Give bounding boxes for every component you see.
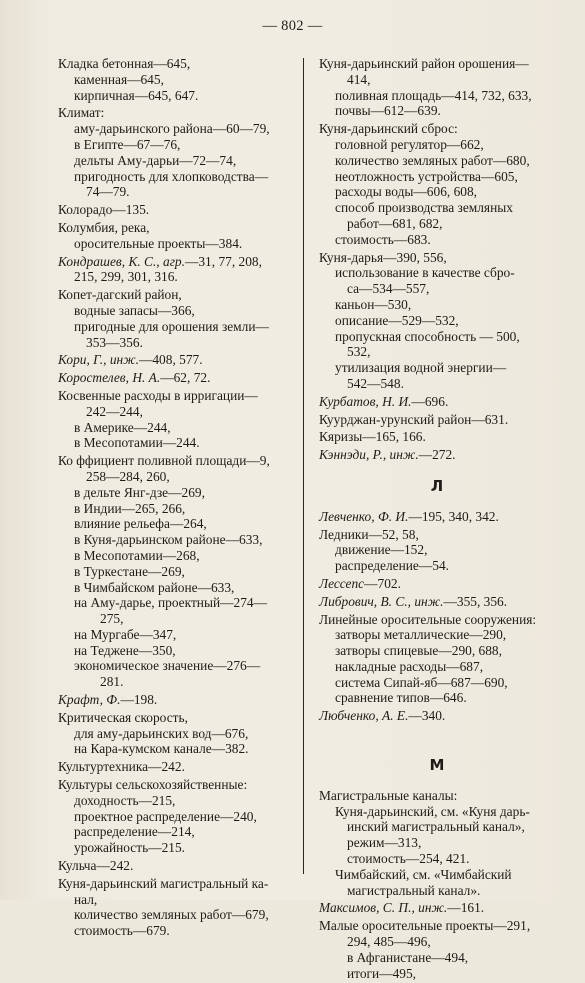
entry-heading: Куня-дарьинский район орошения— xyxy=(319,56,529,71)
entry-subline: в Туркестане—269, xyxy=(74,563,185,579)
author-name: Левченко, Ф. И. xyxy=(319,508,409,524)
entry-subline: нал, xyxy=(74,891,98,907)
entry-heading xyxy=(319,576,555,592)
right-column-l-entries xyxy=(319,509,555,724)
entry-subline: для аму-дарьинских вод—676, xyxy=(74,725,249,741)
index-entry xyxy=(58,287,294,350)
entry-subline: 275, xyxy=(100,611,124,627)
entry-subline: на Мургабе—347, xyxy=(74,626,177,642)
index-entry xyxy=(319,250,555,392)
entry-subline: в Чимбайском районе—633, xyxy=(74,579,235,595)
entry-heading: Культуры сельскохозяйственные: xyxy=(58,777,248,793)
index-entry xyxy=(58,388,294,451)
index-entry xyxy=(58,56,294,103)
entry-subline: движение—152, xyxy=(335,542,428,558)
entry-subline: стоимость—254, 421. xyxy=(347,851,470,867)
entry-heading: Куня-дарьинский магистральный ка- xyxy=(58,875,269,891)
index-entry xyxy=(58,453,294,690)
index-entry xyxy=(319,612,555,707)
entry-heading: Магистральные каналы: xyxy=(319,787,458,803)
entry-subline: в Месопотамии—244. xyxy=(74,435,200,451)
index-entry xyxy=(58,710,294,757)
index-entry xyxy=(58,876,294,939)
page-number: — 802 — xyxy=(262,18,323,34)
entry-heading: Малые оросительные проекты—291, xyxy=(319,918,531,934)
index-entry xyxy=(319,394,555,410)
index-entry xyxy=(58,202,294,218)
left-column xyxy=(58,56,294,941)
right-column xyxy=(319,56,555,983)
entry-subline: пропускная способность — 500, xyxy=(335,328,520,344)
index-entry xyxy=(319,509,555,525)
entry-subline: каньон—530, xyxy=(335,296,412,312)
index-entry xyxy=(319,576,555,592)
entry-heading: Копет-дагский район, xyxy=(58,287,182,303)
entry-subline: расходы воды—606, 608, xyxy=(335,184,478,200)
index-entry xyxy=(319,900,555,916)
entry-heading: Линейные оросительные сооружения: xyxy=(319,611,537,627)
entry-subline: дельты Аму-дарьи—72—74, xyxy=(74,152,237,168)
entry-heading xyxy=(58,370,294,386)
entry-heading xyxy=(319,394,555,410)
entry-heading xyxy=(58,352,294,368)
entry-heading: Ледники—52, 58, xyxy=(319,526,419,542)
page-refs: —195, 340, 342. xyxy=(408,508,499,524)
entry-subline: урожайность—215. xyxy=(74,840,186,856)
entry-subline: 294, 485—496, xyxy=(347,934,431,950)
entry-subline: стоимость—679. xyxy=(74,923,170,939)
page-refs: —696. xyxy=(411,393,449,409)
entry-heading xyxy=(319,708,555,724)
index-entry xyxy=(319,788,555,899)
entry-heading xyxy=(319,509,555,525)
entry-subline: работ—681, 682, xyxy=(347,215,443,231)
index-entry xyxy=(58,777,294,856)
entry-subline: описание—529—532, xyxy=(335,312,459,328)
entry-subline: итоги—495, xyxy=(347,965,417,981)
author-name: Кондрашев, К. С., агр. xyxy=(58,253,185,269)
entry-subline: 532, xyxy=(347,344,371,360)
author-name: Любченко, А. Е. xyxy=(319,708,409,724)
entry-heading: Критическая скорость, xyxy=(58,709,188,725)
entry-subline: аму-дарьинского района—60—79, xyxy=(74,121,270,137)
entry-subline: 281. xyxy=(100,674,124,690)
page-refs: —272. xyxy=(418,447,456,463)
author-name: Лессепс xyxy=(319,575,365,591)
entry-heading: Кяризы—165, 166. xyxy=(319,429,426,445)
entry-subline: экономическое значение—276— xyxy=(74,658,261,674)
entry-heading xyxy=(319,447,555,463)
page-refs: —340. xyxy=(408,708,446,724)
entry-heading: Ко ффициент поливной площади—9, xyxy=(58,453,270,469)
index-entry xyxy=(319,429,555,445)
entry-subline: проектное распределение—240, xyxy=(74,808,257,824)
entry-subline: 542—548. xyxy=(347,375,404,391)
entry-subline: влияние рельефа—264, xyxy=(74,516,207,532)
entry-heading: Культуртехника—242. xyxy=(58,759,185,775)
page-refs: —408, 577. xyxy=(138,352,203,368)
entry-heading: Колумбия, река, xyxy=(58,219,150,235)
entry-subline: в Америке—244, xyxy=(74,419,171,435)
index-entry xyxy=(319,594,555,610)
entry-subline: магистральный канал». xyxy=(347,882,481,898)
entry-subline: использование в качестве сбро- xyxy=(335,265,515,281)
entry-subline: доходность—215, xyxy=(74,792,176,808)
entry-subline: в Афганистане—494, xyxy=(347,949,469,965)
entry-subline: каменная—645, xyxy=(74,71,164,87)
entry-subline: пригодные для орошения земли— xyxy=(74,318,269,334)
author-name: Кэннэди, Р., инж. xyxy=(319,447,419,463)
entry-heading: Кладка бетонная—645, xyxy=(58,56,191,71)
index-entry xyxy=(58,254,294,286)
author-name: Коростелев, Н. А. xyxy=(58,370,161,386)
author-name: Крафт, Ф. xyxy=(58,692,121,708)
index-entry xyxy=(319,56,555,119)
entry-subline: 74—79. xyxy=(86,184,130,200)
entry-subline: 414, xyxy=(347,71,371,87)
entry-subline: стоимость—683. xyxy=(335,231,431,247)
entry-heading: Косвенные расходы в ирригации— xyxy=(58,387,258,403)
entry-heading: Климат: xyxy=(58,105,105,121)
entry-subline: способ производства земляных xyxy=(335,200,513,216)
entry-subline: на Кара-кумском канале—382. xyxy=(74,741,249,757)
entry-heading: Куня-дарьинский сброс: xyxy=(319,121,458,137)
index-entry xyxy=(58,370,294,386)
entry-heading: Куурджан-урунский район—631. xyxy=(319,411,509,427)
entry-heading xyxy=(58,692,294,708)
section-letter-l: Л xyxy=(430,476,444,495)
entry-subline: 215, 299, 301, 316. xyxy=(74,269,178,285)
entry-subline: режим—313, xyxy=(347,835,422,851)
index-entry xyxy=(319,412,555,428)
entry-subline: сравнение типов—646. xyxy=(335,690,467,706)
index-entry xyxy=(319,121,555,247)
right-column-m-entries xyxy=(319,788,555,982)
index-entry xyxy=(58,220,294,252)
entry-subline: 258—284, 260, xyxy=(86,468,170,484)
author-name: Максимов, С. П., инж. xyxy=(319,900,448,916)
entry-subline: распределение—214, xyxy=(74,824,195,840)
entry-heading: Колорадо—135. xyxy=(58,202,150,218)
index-entry xyxy=(58,858,294,874)
entry-heading xyxy=(58,254,294,270)
page-refs: —702. xyxy=(364,575,401,591)
entry-subline: пригодность для хлопководства— xyxy=(74,168,269,184)
author-name: Кори, Г., инж. xyxy=(58,352,139,368)
entry-subline: затворы спицевые—290, 688, xyxy=(335,643,502,659)
index-entry xyxy=(58,105,294,200)
entry-subline: поливная площадь—414, 732, 633, xyxy=(335,87,532,103)
right-column-k-entries xyxy=(319,56,555,463)
index-entry xyxy=(319,708,555,724)
entry-subline: распределение—54. xyxy=(335,558,449,574)
author-name: Курбатов, Н. И. xyxy=(319,393,412,409)
index-entry xyxy=(319,527,555,574)
entry-subline: в дельте Янг-дзе—269, xyxy=(74,484,205,500)
entry-subline: инский магистральный канал», xyxy=(347,819,525,835)
entry-heading: Куня-дарья—390, 556, xyxy=(319,249,447,265)
entry-subline: 353—356. xyxy=(86,334,143,350)
author-name: Либрович, В. С., инж. xyxy=(319,593,444,609)
index-entry xyxy=(58,352,294,368)
entry-subline: водные запасы—366, xyxy=(74,302,195,318)
page-refs: —62, 72. xyxy=(160,370,211,386)
page-refs: —31, 77, 208, xyxy=(184,253,262,269)
section-letter-m: М xyxy=(429,756,445,775)
entry-heading xyxy=(319,594,555,610)
entry-subline: количество земляных работ—680, xyxy=(335,152,530,168)
entry-heading xyxy=(319,900,555,916)
index-entry xyxy=(319,918,555,981)
entry-subline: на Аму-дарье, проектный—274— xyxy=(74,595,267,611)
entry-subline: затворы металлические—290, xyxy=(335,627,507,643)
entry-subline: в Месопотамии—268, xyxy=(74,547,200,563)
entry-subline: са—534—557, xyxy=(347,281,430,297)
entry-subline: на Теджене—350, xyxy=(74,642,176,658)
page-refs: —355, 356. xyxy=(443,593,508,609)
entry-subline: кирпичная—645, 647. xyxy=(74,87,199,103)
entry-subline: Чимбайский, см. «Чимбайский xyxy=(335,866,512,882)
page-refs: —161. xyxy=(447,900,485,916)
index-entry xyxy=(58,759,294,775)
entry-subline: в Куня-дарьинском районе—633, xyxy=(74,532,263,548)
entry-subline: в Индии—265, 266, xyxy=(74,500,186,516)
entry-subline: Куня-дарьинский, см. «Куня дарь- xyxy=(335,803,530,819)
index-entry xyxy=(319,447,555,463)
entry-subline: оросительные проекты—384. xyxy=(74,235,243,251)
entry-subline: накладные расходы—687, xyxy=(335,658,484,674)
page-refs: —198. xyxy=(120,692,158,708)
entry-subline: система Сипай-яб—687—690, xyxy=(335,674,508,690)
entry-subline: в Египте—67—76, xyxy=(74,136,181,152)
entry-subline: неотложность устройства—605, xyxy=(335,168,518,184)
entry-subline: головной регулятор—662, xyxy=(335,136,484,152)
entry-subline: 242—244, xyxy=(86,403,143,419)
entry-heading: Кульча—242. xyxy=(58,858,134,874)
column-divider xyxy=(303,58,304,874)
entry-subline: количество земляных работ—679, xyxy=(74,907,269,923)
index-entry xyxy=(58,692,294,708)
entry-subline: почвы—612—639. xyxy=(335,103,441,119)
entry-subline: утилизация водной энергии— xyxy=(335,360,507,376)
